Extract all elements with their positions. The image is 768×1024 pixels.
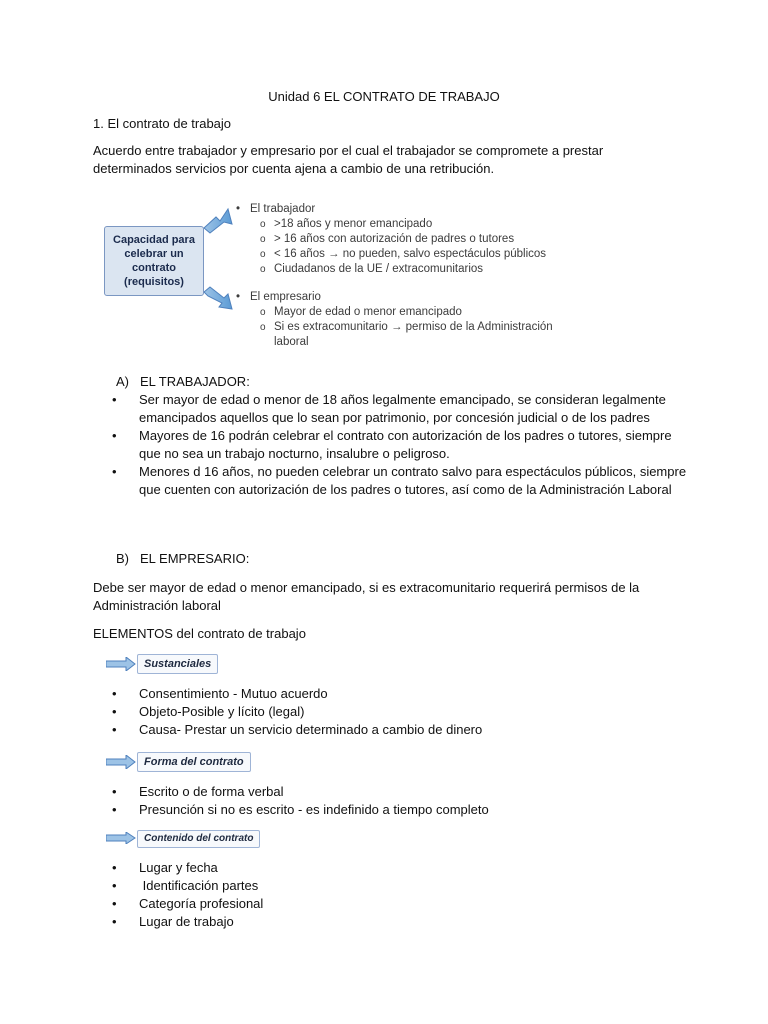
diagram-trabajador-label: • El trabajador — [236, 203, 316, 215]
section-b-label: B) — [116, 551, 129, 566]
list-item: • Mayores de 16 podrán celebrar el contrato con autorización de los padres o tutores, siempre que no sea un trabajo nocturno, insalubre o peligroso. — [112, 427, 692, 463]
tag-sustanciales: Sustanciales — [137, 654, 218, 674]
sustanciales-list — [112, 685, 712, 739]
page-title: Unidad 6 EL CONTRATO DE TRABAJO — [268, 89, 500, 104]
section-a-list — [112, 391, 692, 499]
section-a-label: A) — [116, 374, 129, 389]
list-item: • Consentimiento - Mutuo acuerdo — [112, 685, 712, 703]
diagram-trabajador-item: o Ciudadanos de la UE / extracomunitarios — [260, 263, 484, 275]
list-item: • Menores d 16 años, no pueden celebrar un contrato salvo para espectáculos públicos, siempre que cuenten con autorización de los padres o tutores, así como de la Administración Laboral — [112, 463, 692, 499]
arrow-right-icon — [106, 755, 136, 769]
list-item: • Lugar y fecha — [112, 859, 712, 877]
arrow-up-icon — [204, 209, 232, 233]
section-heading-1: 1. El contrato de trabajo — [93, 116, 232, 131]
diagram-trabajador-item: o >18 años y menor emancipado — [260, 218, 433, 230]
forma-list — [112, 783, 712, 819]
list-item: • Identificación partes — [112, 877, 712, 895]
definition-paragraph: Acuerdo entre trabajador y empresario por el cual el trabajador se compromete a prestar determinados servicios por cuenta ajena a cambio de una retribución. — [93, 143, 604, 176]
list-item: • Presunción si no es escrito - es indefinido a tiempo completo — [112, 801, 712, 819]
diagram-empresario-label: • El empresario — [236, 291, 321, 303]
capacity-box-label: Capacidad para celebrar un contrato (requisitos) — [113, 234, 195, 288]
capacity-diagram — [104, 196, 574, 358]
diagram-trabajador-item: o < 16 años → no pueden, salvo espectáculos públicos — [260, 248, 547, 260]
section-a-heading — [116, 373, 250, 391]
elementos-heading: ELEMENTOS del contrato de trabajo — [93, 626, 306, 641]
diagram-trabajador-item: o > 16 años con autorización de padres o tutores — [260, 233, 515, 245]
arrow-down-icon — [204, 287, 232, 309]
arrow-right-icon — [106, 832, 136, 844]
list-item: • Causa- Prestar un servicio determinado a cambio de dinero — [112, 721, 712, 739]
list-item: • Objeto-Posible y lícito (legal) — [112, 703, 712, 721]
section-b-title: EL EMPRESARIO: — [140, 551, 250, 566]
section-a-title: EL TRABAJADOR: — [140, 374, 250, 389]
diagram-empresario-item: o Si es extracomunitario → permiso de la Administración laboral — [260, 321, 553, 348]
list-item: • Categoría profesional — [112, 895, 712, 913]
list-item: • Ser mayor de edad o menor de 18 años legalmente emancipado, se consideran legalmente emancipados aquellos que lo sean por patrimonio, por concesión judicial o de los padres — [112, 391, 692, 427]
diagram-empresario-item: o Mayor de edad o menor emancipado — [260, 306, 462, 318]
list-item: • Lugar de trabajo — [112, 913, 712, 931]
list-item: • Escrito o de forma verbal — [112, 783, 712, 801]
tag-contenido-contrato: Contenido del contrato — [137, 830, 260, 848]
section-b-heading — [116, 550, 250, 568]
contenido-list — [112, 859, 712, 931]
tag-forma-contrato: Forma del contrato — [137, 752, 251, 772]
capacity-box — [104, 226, 204, 296]
section-b-paragraph: Debe ser mayor de edad o menor emancipado, si es extracomunitario requerirá permisos de la Administración laboral — [93, 580, 640, 613]
arrow-right-icon — [106, 657, 136, 671]
